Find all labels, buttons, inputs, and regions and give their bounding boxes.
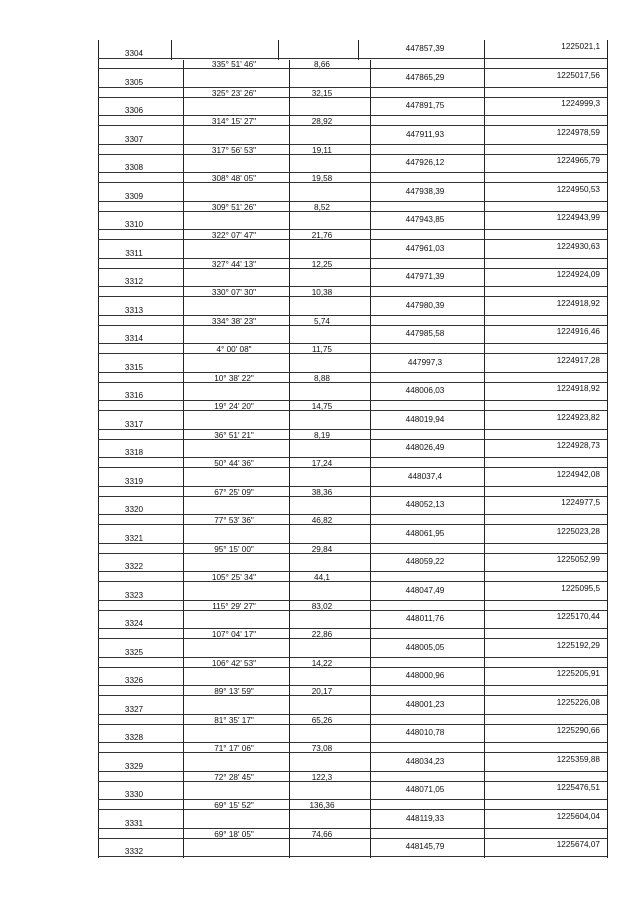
coordinate-y: 1225170,44 (556, 612, 600, 621)
point-number: 3329 (124, 762, 144, 771)
direction-angle: 19° 24' 20" (214, 402, 254, 411)
coordinate-y: 1224916,46 (556, 327, 600, 336)
direction-angle: 36° 51' 21" (214, 431, 254, 440)
coordinate-x: 447865,29 (405, 73, 445, 82)
segment-length: 19,58 (311, 174, 333, 183)
coordinate-x: 447971,39 (405, 272, 445, 281)
row-line (98, 372, 607, 373)
segment-length: 14,75 (311, 402, 333, 411)
direction-angle: 50° 44' 36" (214, 459, 254, 468)
point-number: 3307 (124, 135, 144, 144)
point-number: 3310 (124, 220, 144, 229)
point-number: 3330 (124, 790, 144, 799)
point-number: 3311 (125, 249, 143, 258)
coordinate-x: 447911,93 (405, 130, 445, 139)
row-line (98, 429, 607, 430)
column-line (370, 60, 371, 858)
column-line (278, 40, 279, 60)
segment-length: 28,92 (311, 117, 333, 126)
coordinate-x: 448019,94 (405, 415, 445, 424)
point-number: 3305 (124, 78, 144, 87)
direction-angle: 309° 51' 26" (211, 203, 257, 212)
coordinate-y: 1224928,73 (556, 441, 600, 450)
row-line (98, 144, 607, 145)
coordinate-x: 448006,03 (405, 386, 445, 395)
point-number: 3316 (124, 391, 144, 400)
row-line (98, 685, 607, 686)
direction-angle: 330° 07' 30" (211, 288, 257, 297)
direction-angle: 10° 38' 22" (214, 374, 254, 383)
direction-angle: 95° 15' 00" (214, 545, 254, 554)
direction-angle: 69° 18' 05" (214, 830, 254, 839)
segment-length: 32,15 (311, 89, 333, 98)
segment-length: 44,1 (314, 573, 330, 582)
row-line (98, 315, 607, 316)
segment-length: 8,88 (314, 374, 330, 383)
point-number: 3319 (124, 477, 144, 486)
coordinate-y: 1225017,56 (556, 71, 600, 80)
row-line (98, 172, 607, 173)
coordinate-y: 1224917,28 (556, 356, 600, 365)
direction-angle: 89° 13' 59" (214, 687, 254, 696)
direction-angle: 308° 48' 05" (211, 174, 257, 183)
direction-angle: 115° 29' 27" (212, 602, 256, 611)
direction-angle: 4° 00' 08" (216, 345, 252, 354)
point-number: 3312 (124, 277, 144, 286)
coordinate-y: 1225052,99 (556, 555, 600, 564)
point-number: 3322 (124, 562, 144, 571)
segment-length: 46,82 (311, 516, 333, 525)
direction-angle: 67° 25' 09" (214, 488, 254, 497)
segment-length: 122,3 (311, 773, 333, 782)
segment-length: 38,36 (311, 488, 333, 497)
point-number: 3309 (124, 192, 144, 201)
point-number: 3328 (124, 733, 144, 742)
segment-length: 83,02 (311, 602, 333, 611)
point-number: 3317 (124, 420, 144, 429)
segment-length: 17,24 (311, 459, 333, 468)
coordinate-x: 448001,23 (405, 700, 445, 709)
coordinate-x: 448059,22 (405, 557, 445, 566)
column-line (607, 40, 608, 858)
coordinate-y: 1225205,91 (556, 669, 600, 678)
row-line (98, 58, 607, 59)
coordinate-x: 448000,96 (405, 671, 445, 680)
coordinate-x: 448119,33 (405, 814, 445, 823)
row-line (98, 742, 607, 743)
segment-length: 65,26 (311, 716, 333, 725)
column-line (358, 40, 359, 60)
row-line (98, 457, 607, 458)
point-number: 3315 (124, 363, 144, 372)
segment-length: 8,19 (314, 431, 330, 440)
segment-length: 8,66 (314, 60, 330, 69)
coordinate-y: 1225476,51 (556, 783, 600, 792)
coordinate-y: 1225674,07 (556, 840, 600, 849)
coordinate-y: 1224977,5 (561, 498, 600, 507)
row-line (98, 714, 607, 715)
coordinate-x: 447891,75 (405, 101, 445, 110)
coordinate-x: 448026,49 (405, 443, 445, 452)
row-line (98, 87, 607, 88)
row-line (98, 600, 607, 601)
segment-length: 22,86 (311, 630, 333, 639)
row-line (98, 229, 607, 230)
coordinate-x: 448061,95 (405, 529, 445, 538)
coordinate-x: 447980,39 (405, 301, 445, 310)
direction-angle: 106° 42' 53" (211, 659, 257, 668)
coordinate-y: 1225021,1 (561, 42, 600, 51)
row-line (98, 828, 607, 829)
row-line (98, 286, 607, 287)
coordinate-x: 448034,23 (405, 757, 445, 766)
coordinate-y: 1224924,09 (556, 270, 600, 279)
coordinate-x: 448010,78 (405, 728, 445, 737)
direction-angle: 107° 04' 17" (211, 630, 257, 639)
coordinate-y: 1224965,79 (556, 156, 600, 165)
coordinate-x: 448047,49 (405, 586, 445, 595)
coordinate-x: 447985,58 (405, 329, 445, 338)
row-line (98, 400, 607, 401)
point-number: 3325 (124, 648, 144, 657)
direction-angle: 314° 15' 27" (211, 117, 257, 126)
coordinate-y: 1225290,66 (556, 726, 600, 735)
direction-angle: 325° 23' 26" (211, 89, 257, 98)
segment-length: 136,36 (309, 801, 335, 810)
point-number: 3308 (124, 163, 144, 172)
point-number: 3332 (124, 847, 144, 856)
direction-angle: 317° 56' 53" (211, 146, 257, 155)
row-line (98, 543, 607, 544)
direction-angle: 327° 44' 13" (211, 260, 257, 269)
coordinate-y: 1225359,88 (556, 755, 600, 764)
coordinate-x: 448071,05 (405, 785, 445, 794)
coordinate-y: 1224942,08 (556, 470, 600, 479)
row-line (98, 258, 607, 259)
coordinate-y: 1225095,5 (561, 584, 600, 593)
direction-angle: 322° 07' 47" (211, 231, 257, 240)
direction-angle: 69° 15' 52" (214, 801, 254, 810)
direction-angle: 72° 28' 45" (214, 773, 254, 782)
direction-angle: 81° 35' 17" (214, 716, 254, 725)
point-number: 3320 (124, 505, 144, 514)
row-line (98, 571, 607, 572)
segment-length: 11,75 (312, 345, 332, 354)
coordinate-x: 447926,12 (405, 158, 445, 167)
coordinate-y: 1225226,08 (556, 698, 600, 707)
row-line (98, 628, 607, 629)
coordinate-y: 1224918,92 (556, 299, 600, 308)
segment-length: 8,52 (314, 203, 330, 212)
row-line (98, 343, 607, 344)
segment-length: 73,08 (311, 744, 333, 753)
direction-angle: 334° 38' 23" (211, 317, 257, 326)
segment-length: 21,76 (311, 231, 333, 240)
segment-length: 5,74 (314, 317, 330, 326)
coordinate-x: 448005,05 (405, 643, 445, 652)
segment-length: 29,84 (311, 545, 333, 554)
coordinate-y: 1224978,59 (556, 128, 600, 137)
segment-length: 10,38 (311, 288, 333, 297)
coordinate-y: 1224943,99 (556, 213, 600, 222)
coordinate-y: 1225192,29 (556, 641, 600, 650)
coordinate-x: 447857,39 (405, 44, 445, 53)
coordinate-y: 1224999,3 (561, 99, 600, 108)
point-number: 3306 (124, 106, 144, 115)
point-number: 3331 (124, 819, 144, 828)
row-line (98, 657, 607, 658)
coordinate-x: 448052,13 (405, 500, 445, 509)
coordinate-y: 1225604,04 (556, 812, 600, 821)
point-number: 3323 (124, 591, 144, 600)
direction-angle: 71° 17' 06" (214, 744, 254, 753)
coordinate-x: 447997,3 (407, 358, 443, 367)
row-line (98, 486, 607, 487)
row-line (98, 201, 607, 202)
segment-length: 74,66 (311, 830, 333, 839)
point-number: 3313 (124, 306, 144, 315)
column-line (484, 40, 485, 858)
direction-angle: 77° 53' 36" (214, 516, 254, 525)
row-line (98, 799, 607, 800)
coordinate-x: 447943,85 (405, 215, 445, 224)
coordinate-x: 448011,76 (405, 614, 445, 623)
coordinate-x: 447961,03 (405, 244, 445, 253)
direction-angle: 335° 51' 46" (211, 60, 257, 69)
point-number: 3318 (124, 448, 144, 457)
point-number: 3314 (124, 334, 144, 343)
coordinate-y: 1224930,63 (556, 242, 600, 251)
coordinate-x: 448037,4 (407, 472, 443, 481)
row-line (98, 771, 607, 772)
segment-length: 12,25 (311, 260, 333, 269)
coordinate-x: 448145,79 (405, 842, 445, 851)
coordinate-y: 1224950,53 (556, 185, 600, 194)
segment-length: 19,11 (312, 146, 332, 155)
coordinate-y: 1225023,28 (556, 527, 600, 536)
direction-angle: 105° 25' 34" (211, 573, 257, 582)
row-line (98, 856, 607, 857)
column-line (171, 40, 172, 60)
point-number: 3321 (124, 534, 144, 543)
segment-length: 14,22 (311, 659, 333, 668)
coordinate-y: 1224918,92 (556, 384, 600, 393)
point-number: 3324 (124, 619, 144, 628)
row-line (98, 514, 607, 515)
segment-length: 20,17 (311, 687, 333, 696)
coordinate-y: 1224923,82 (556, 413, 600, 422)
point-number: 3304 (124, 49, 144, 58)
point-number: 3326 (124, 676, 144, 685)
coordinate-x: 447938,39 (405, 187, 445, 196)
row-line (98, 115, 607, 116)
point-number: 3327 (124, 705, 144, 714)
